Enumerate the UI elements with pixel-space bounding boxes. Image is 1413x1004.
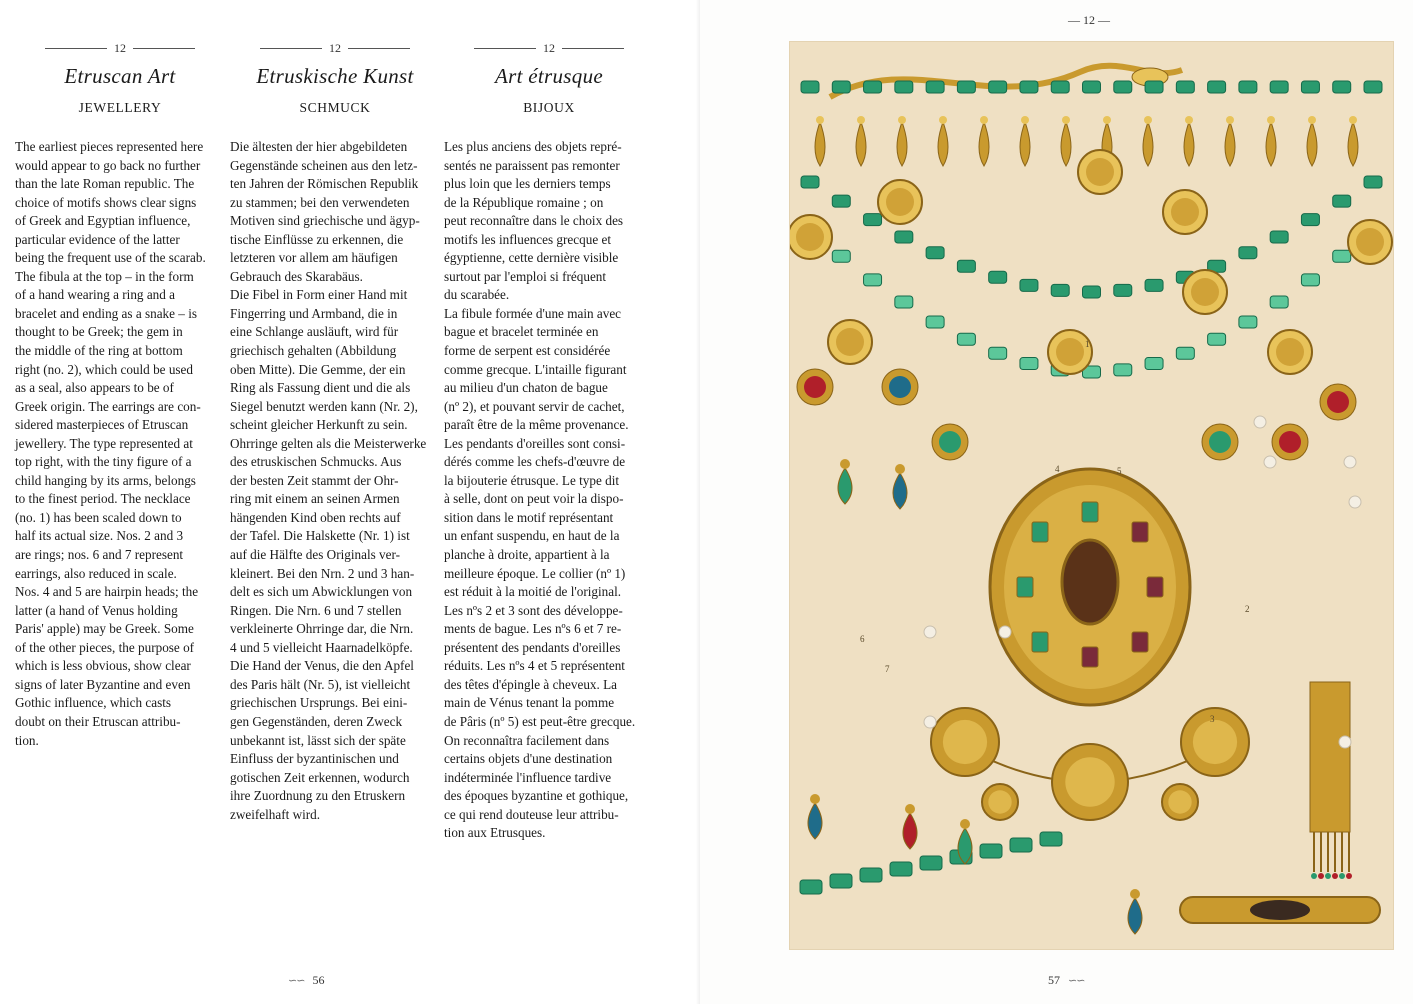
necklace-bead [957, 260, 975, 272]
necklace-bead [1020, 279, 1038, 291]
gold-bead [1103, 116, 1111, 124]
necklace-bead [864, 81, 882, 93]
text-line: tion aux Etrusques. [444, 825, 546, 841]
text-line: La fibule formée d'une main avec [444, 305, 622, 321]
drop-earring [838, 468, 852, 504]
text-line: being the frequent use of the scarab. [15, 250, 206, 266]
text-line: ring mit einem an seinen Armen [230, 491, 400, 507]
text-line: à selle, dont on peut voir la dispo- [444, 491, 624, 507]
text-line: oben Mitte). Die Gemme, der ein [230, 361, 406, 377]
gold-pendant [815, 122, 825, 166]
text-line: signs of later Byzantine and even [15, 676, 191, 692]
gold-bead [857, 116, 865, 124]
text-line: latter (a hand of Venus holding [15, 602, 178, 618]
necklace-bead [832, 250, 850, 262]
text-line: Paris' apple) may be Greek. Some [15, 621, 194, 637]
text-line: griechisch gehalten (Abbildung [230, 343, 397, 359]
text-line: unbekannt ist, lässt sich der späte [230, 732, 406, 748]
necklace-bead [1083, 81, 1101, 93]
text-line: Ring als Fassung dient und die als [230, 380, 411, 396]
necklace-bead [989, 81, 1007, 93]
text-line: forme de serpent est considérée [444, 343, 611, 359]
text-line: des etruskischen Schmucks. Aus [230, 454, 402, 470]
medallion-face [988, 790, 1011, 813]
necklace-bead [1333, 250, 1351, 262]
text-line: zweifelhaft wird. [230, 806, 321, 822]
gold-pendant [1184, 122, 1194, 166]
text-line: Die ältesten der hier abgebildeten [230, 139, 408, 154]
gold-bead [1021, 116, 1029, 124]
medallion-face [1191, 278, 1219, 306]
necklace-bead [832, 195, 850, 207]
bracelet-bead [920, 856, 942, 870]
text-line: Les pendants d'oreilles sont consi- [444, 435, 626, 451]
necklace-bead [1270, 296, 1288, 308]
jewellery-plate [790, 42, 1393, 949]
plate-label: 1 [1085, 339, 1090, 349]
necklace-bead [1301, 81, 1319, 93]
ornament-right: ∽∽ [1068, 975, 1085, 987]
necklace-bead [957, 81, 975, 93]
text-line: The fibula at the top – in the form [15, 268, 194, 284]
necklace-bead [957, 333, 975, 345]
text-line: Gebrauch des Skarabäus. [230, 268, 363, 284]
scarab-gem [1062, 540, 1118, 624]
necklace-bead [832, 81, 850, 93]
text-line: est réduit à la moitié de l'original. [444, 584, 622, 600]
tassel-bead [1346, 873, 1352, 879]
text-line: The earliest pieces represented here [15, 139, 204, 154]
tassel-bead [1311, 873, 1317, 879]
page-number-left [288, 973, 324, 988]
text-line: ments de bague. Les nºs 6 et 7 re- [444, 621, 622, 637]
text-line: réduits. Les nºs 4 et 5 représentent [444, 658, 625, 674]
text-line: than the late Roman republic. The [15, 176, 195, 192]
text-line: which is less obvious, show clear [15, 658, 191, 674]
brooch-stone [1082, 647, 1098, 667]
gemstone [939, 431, 961, 453]
text-line: Fingerring und Armband, die in [230, 305, 398, 321]
brooch-stone [1147, 577, 1163, 597]
text-line: ten Jahren der Römischen Republik [230, 176, 419, 192]
text-line: hängenden Kind oben rechts auf [230, 509, 401, 525]
gold-pendant [856, 122, 866, 166]
medallion-face [1168, 790, 1191, 813]
text-line: zu stammen; bei den verwendeten [230, 194, 410, 210]
text-line: der besten Zeit stammt der Ohr- [230, 472, 399, 488]
column-subtitle: BIJOUX [523, 100, 575, 115]
necklace-bead [1239, 247, 1257, 259]
necklace-bead [801, 81, 819, 93]
necklace-bead [864, 214, 882, 226]
text-line: Siegel benutzt werden kann (Nr. 2), [230, 398, 418, 414]
column-title: Art étrusque [494, 64, 603, 88]
text-line: Greek origin. The earrings are con- [15, 398, 201, 414]
text-line: gen Gegenständen, deren Zweck [230, 713, 403, 729]
brooch-stone [1132, 522, 1148, 542]
necklace-bead [926, 247, 944, 259]
text-line: la bijouterie étrusque. Le type dit [444, 472, 620, 488]
necklace-bead [1145, 358, 1163, 370]
necklace-bead [1270, 231, 1288, 243]
column-german [230, 40, 440, 824]
pearl [1349, 496, 1361, 508]
necklace-bead [1301, 214, 1319, 226]
gold-bead [1308, 116, 1316, 124]
text-line: of the other pieces, the purpose of [15, 639, 195, 655]
text-line: sentés ne paraissent pas remonter [444, 157, 620, 173]
necklace-bead [864, 274, 882, 286]
medallion-face [943, 720, 987, 764]
medallion-face [1193, 720, 1237, 764]
text-line: of a hand wearing a ring and a [15, 287, 176, 303]
gemstone [889, 376, 911, 398]
gold-bead [939, 116, 947, 124]
drop-earring [893, 473, 907, 509]
plate-label: 3 [1210, 714, 1215, 724]
text-line: particular evidence of the latter [15, 231, 180, 247]
text-line: comme grecque. L'intaille figurant [444, 361, 627, 377]
text-line: auf die Hälfte des Originals ver- [230, 547, 401, 563]
brooch-stone [1132, 632, 1148, 652]
text-line: dérés comme les chefs-d'œuvre de [444, 454, 626, 470]
text-line: verkleinerte Ohrringe dar, die Nrn. [230, 621, 414, 637]
text-line: of Greek and Egyptian influence, [15, 213, 191, 229]
tassel-earring [1310, 682, 1350, 832]
text-line: eine Schlange ausläuft, wird für [230, 324, 399, 340]
text-line: égyptienne, cette dernière visible [444, 250, 619, 266]
necklace-bead [989, 271, 1007, 283]
plate-number: — 12 — [1068, 13, 1110, 27]
gold-bead [1062, 116, 1070, 124]
necklace-bead [1364, 81, 1382, 93]
text-line: meilleure époque. Le collier (nº 1) [444, 565, 626, 581]
text-line: On reconnaîtra facilement dans [444, 732, 610, 748]
text-line: to the finest period. The necklace [15, 491, 191, 507]
text-line: sidered masterpieces of Etruscan [15, 417, 189, 433]
bracelet-bead [800, 880, 822, 894]
gold-bead [1349, 116, 1357, 124]
drop-earring [1128, 898, 1142, 934]
text-line: sition dans le motif représentant [444, 509, 614, 525]
section-number: 12 [444, 40, 654, 56]
text-line: bracelet and ending as a snake – is [15, 305, 197, 321]
text-line: plus loin que les derniers temps [444, 176, 611, 192]
necklace-bead [1051, 81, 1069, 93]
earring-hook [1130, 889, 1140, 899]
pearl [924, 626, 936, 638]
bracelet-bead [1010, 838, 1032, 852]
necklace-bead [895, 231, 913, 243]
gold-pendant [1348, 122, 1358, 166]
text-line: indéterminée l'influence tardive [444, 769, 612, 785]
section-number: 12 [15, 40, 225, 56]
bracelet-bead [830, 874, 852, 888]
gold-pendant [1225, 122, 1235, 166]
body-text [230, 138, 440, 824]
text-line: Motiven sind griechische und ägyp- [230, 213, 420, 229]
text-line: tische Einflüsse zu erkennen, die [230, 231, 404, 247]
necklace-bead [1301, 274, 1319, 286]
text-line: right (no. 2), which could be used [15, 361, 193, 377]
brooch-stone [1017, 577, 1033, 597]
gemstone [1327, 391, 1349, 413]
tassel-bead [1318, 873, 1324, 879]
text-line: Les nºs 2 et 3 sont des développe- [444, 602, 623, 618]
medallion-face [1065, 757, 1114, 806]
column-english [15, 40, 225, 750]
necklace-bead [1145, 279, 1163, 291]
text-line: half its actual size. Nos. 2 and 3 [15, 528, 184, 544]
text-line: planche à droite, appartient à la [444, 547, 610, 563]
text-line: der Tafel. Die Halskette (Nr. 1) ist [230, 528, 410, 544]
text-line: Nos. 4 and 5 are hairpin heads; the [15, 584, 199, 600]
drop-earring [903, 813, 917, 849]
medallion-face [836, 328, 864, 356]
necklace-bead [1051, 284, 1069, 296]
ornament-left: ∽∽ [288, 975, 305, 987]
text-line: bague et bracelet terminée en [444, 324, 599, 340]
text-line: choice of motifs shows clear signs [15, 194, 197, 210]
gold-bead [1144, 116, 1152, 124]
bracelet-bead [860, 868, 882, 882]
text-line: des époques byzantine et gothique, [444, 788, 629, 804]
gold-pendant [897, 122, 907, 166]
text-line: des Paris hält (Nr. 5), ist vielleicht [230, 676, 411, 692]
text-line: de la République romaine ; on [444, 194, 604, 210]
text-line: Les plus anciens des objets repré- [444, 139, 622, 154]
text-line: kleinert. Bei den Nrn. 2 und 3 han- [230, 565, 415, 581]
pearl [999, 626, 1011, 638]
plate-label: 6 [860, 634, 865, 644]
text-line: ihre Zuordnung zu den Etruskern [230, 788, 406, 804]
gold-bead [1185, 116, 1193, 124]
gold-pendant [938, 122, 948, 166]
tassel-bead [1332, 873, 1338, 879]
gemstone [804, 376, 826, 398]
necklace-bead [1208, 81, 1226, 93]
medallion-face [1356, 228, 1384, 256]
page-number: 57 [1048, 973, 1060, 987]
bracelet-bead [1040, 832, 1062, 846]
text-line: paraît être de la même provenance. [444, 417, 629, 433]
text-line: (no. 1) has been scaled down to [15, 509, 182, 525]
earring-hook [895, 464, 905, 474]
text-line: tion. [15, 732, 39, 748]
necklace-bead [1333, 195, 1351, 207]
brooch-stone [1032, 632, 1048, 652]
gold-pendant [979, 122, 989, 166]
necklace-bead [989, 347, 1007, 359]
gold-pendant [1061, 122, 1071, 166]
text-line: letzteren vor allem am häufigen [230, 250, 398, 266]
tassel-bead [1325, 873, 1331, 879]
page-number-right [1048, 973, 1084, 988]
brooch-stone [1082, 502, 1098, 522]
text-line: scheint gleicher Herkunft zu sein. [230, 417, 408, 433]
earring-hook [840, 459, 850, 469]
text-line: du scarabée. [444, 287, 510, 303]
necklace-bead [895, 296, 913, 308]
earring-hook [905, 804, 915, 814]
text-line: 4 und 5 vielleicht Haarnadelköpfe. [230, 639, 413, 655]
text-line: top right, with the tiny figure of a [15, 454, 192, 470]
brooch-stone [1032, 522, 1048, 542]
text-line: Ohrringe gelten als die Meisterwerke [230, 435, 427, 451]
necklace-bead [1333, 81, 1351, 93]
text-line: Die Fibel in Form einer Hand mit [230, 287, 408, 303]
necklace-bead [926, 316, 944, 328]
pearl [1339, 736, 1351, 748]
necklace-bead [1239, 81, 1257, 93]
medallion-face [1171, 198, 1199, 226]
gold-bead [1226, 116, 1234, 124]
text-line: Ringen. Die Nrn. 6 und 7 stellen [230, 602, 402, 618]
text-line: des têtes d'épingle à cheveux. La [444, 676, 618, 692]
column-subtitle: JEWELLERY [78, 100, 162, 115]
text-line: Gegenstände scheinen aus den letz- [230, 157, 418, 173]
earring-hook [810, 794, 820, 804]
text-line: Die Hand der Venus, die den Apfel [230, 658, 414, 674]
medallion-face [1056, 338, 1084, 366]
column-title: Etruscan Art [64, 64, 176, 88]
necklace-bead [1083, 286, 1101, 298]
necklace-bead [1270, 81, 1288, 93]
body-text [444, 138, 654, 843]
plate-label: 5 [1117, 466, 1122, 476]
left-page [0, 0, 700, 1004]
text-line: Einfluss der byzantinischen und [230, 751, 399, 767]
page-number: 56 [312, 973, 325, 987]
text-line: au milieu d'un chaton de bague [444, 380, 608, 396]
necklace-bead [801, 176, 819, 188]
text-line: présentent des pendants d'oreilles [444, 639, 621, 655]
gold-bead [898, 116, 906, 124]
necklace-bead [1239, 316, 1257, 328]
text-line: (nº 2), et pouvant servir de cachet, [444, 398, 625, 414]
earring-hook [960, 819, 970, 829]
necklace-bead [1176, 347, 1194, 359]
necklace-bead [926, 81, 944, 93]
text-line: de Pâris (nº 5) est peut-être grecque. [444, 713, 636, 729]
text-line: un enfant suspendu, en haut de la [444, 528, 620, 544]
text-line: peut reconnaître dans le choix des [444, 213, 624, 229]
text-line: earrings, also reduced in scale. [15, 565, 177, 581]
text-line: griechischen Ursprungs. Bei eini- [230, 695, 408, 711]
gold-bead [1267, 116, 1275, 124]
text-line: child hanging by its arms, belongs [15, 472, 196, 488]
text-line: doubt on their Etruscan attribu- [15, 713, 181, 729]
necklace-bead [1364, 176, 1382, 188]
text-line: certains objets d'une destination [444, 751, 613, 767]
column-french [444, 40, 654, 843]
column-subtitle: SCHMUCK [299, 100, 371, 115]
medallion-face [1086, 158, 1114, 186]
plate-label: 4 [1055, 464, 1060, 474]
plate-label: 2 [1245, 604, 1250, 614]
gold-pendant [1143, 122, 1153, 166]
plate-label: 7 [885, 664, 890, 674]
gold-pendant [1307, 122, 1317, 166]
section-number: 12 [230, 40, 440, 56]
text-line: motifs les influences grecque et [444, 231, 611, 247]
gold-bead [980, 116, 988, 124]
necklace-bead [1114, 81, 1132, 93]
necklace-bead [1208, 333, 1226, 345]
medallion-face [1276, 338, 1304, 366]
pearl [1254, 416, 1266, 428]
clasp-stone [1250, 900, 1310, 920]
text-line: would appear to go back no further [15, 157, 201, 173]
gold-bead [816, 116, 824, 124]
pearl [1264, 456, 1276, 468]
text-line: as a seal, also appears to be of [15, 380, 174, 396]
jewellery-illustration [790, 42, 1393, 949]
gold-pendant [1266, 122, 1276, 166]
text-line: delt es sich um Abwicklungen von [230, 584, 413, 600]
drop-earring [808, 803, 822, 839]
necklace-bead [1145, 81, 1163, 93]
text-line: the middle of the ring at bottom [15, 343, 183, 359]
text-line: gotischen Zeit erkennen, wodurch [230, 769, 410, 785]
bracelet-bead [980, 844, 1002, 858]
gold-pendant [1020, 122, 1030, 166]
text-line: jewellery. The type represented at [15, 435, 193, 451]
necklace-bead [1176, 81, 1194, 93]
text-line: main de Vénus tenant la pomme [444, 695, 615, 711]
medallion-face [886, 188, 914, 216]
text-line: Gothic influence, which casts [15, 695, 172, 711]
necklace-bead [1114, 284, 1132, 296]
pearl [924, 716, 936, 728]
text-line: ce qui rend douteuse leur attribu- [444, 806, 619, 822]
bracelet-bead [890, 862, 912, 876]
text-line: thought to be Greek; the gem in [15, 324, 183, 340]
column-title: Etruskische Kunst [256, 64, 414, 88]
text-line: are rings; nos. 6 and 7 represent [15, 547, 184, 563]
medallion-face [796, 223, 824, 251]
body-text [15, 138, 225, 750]
tassel-bead [1339, 873, 1345, 879]
gemstone [1279, 431, 1301, 453]
necklace-bead [1020, 358, 1038, 370]
necklace-bead [1114, 364, 1132, 376]
pearl [1344, 456, 1356, 468]
necklace-bead [895, 81, 913, 93]
gemstone [1209, 431, 1231, 453]
necklace-bead [1020, 81, 1038, 93]
text-line: surtout par l'emploi si fréquent [444, 268, 607, 284]
